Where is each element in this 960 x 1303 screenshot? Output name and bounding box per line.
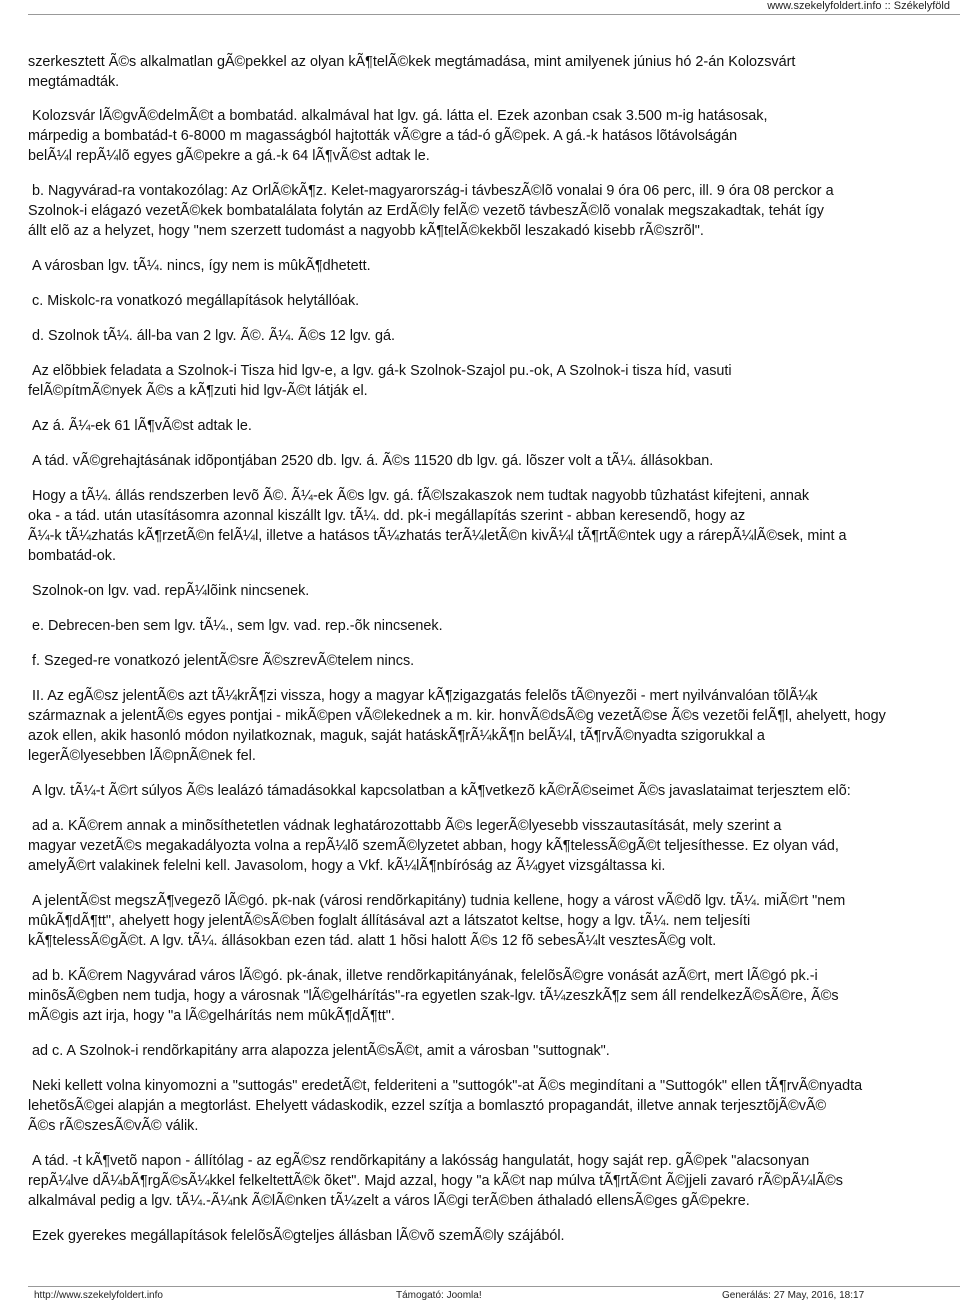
site-title[interactable]: www.szekelyfoldert.info :: Székelyföld	[767, 0, 950, 12]
paragraph: ad a. KÃ©rem annak a minõsíthetetlen vádnak leghatározottabb Ã©s legerÃ©lyesebb visszautasítását, mely szerint a magyar vezetÃ©s megakadályozta volna a repÃ¼lõ szemÃ©lyzetet abban, hogy kÃ¶telessÃ©gÃ©t teljesíthesse. Ez olyan vád, amelyÃ©rt valakinek felelni kell. Javasolom, hogy a Vkf. kÃ¼lÃ¶nbíróság az Ã¼gyet vizsgáltassa ki.	[28, 818, 839, 874]
paragraph: A jelentÃ©st megszÃ¶vegezõ lÃ©gó. pk-nak (városi rendõrkapitány) tudnia kellene, hogy a várost vÃ©dõ lgv. tÃ¼. miÃ©rt "nem mûkÃ¶dÃ¶tt", ahelyett hogy jelentÃ©sÃ©ben foglalt állításával azt a látszatot keltse, hogy a lgv. tÃ¼. nem teljesíti kÃ¶telessÃ©gÃ©t. A lgv. tÃ¼. állásokban ezen tád. alatt 1 hõsi halott Ã©s 12 fõ sebesÃ¼lt vesztesÃ©g volt.	[28, 893, 846, 949]
footer-support-text: Támogató: Joomla!	[396, 1290, 482, 1301]
paragraph: Hogy a tÃ¼. állás rendszerben levõ Ã©. Ã¼-ek Ã©s lgv. gá. fÃ©lszakaszok nem tudtak nagyobb tûzhatást kifejteni, annak oka - a tád. után utasításomra azonnal kiszállt lgv. tÃ¼. dd. pk-i megállapítás szerint - abban keresendõ, hogy az Ã¼-k tÃ¼zhatás kÃ¶rzetÃ©n felÃ¼l, illetve a hatásos tÃ¼zhatás terÃ¼letÃ©n kivÃ¼l tÃ¶rtÃ©ntek ugy a rárepÃ¼lÃ©sek, mint a bombatád-ok.	[28, 488, 847, 564]
footer-generated-text: Generálás: 27 May, 2016, 18:17	[722, 1290, 865, 1301]
paragraph: Az á. Ã¼-ek 61 lÃ¶vÃ©st adtak le.	[28, 418, 252, 434]
paragraph: Neki kellett volna kinyomozni a "suttogás" eredetÃ©t, felderiteni a "suttogók"-at Ã©s megindítani a "Suttogók" ellen tÃ¶rvÃ©nyadta lehetõsÃ©gei alapján a megtorlást. Ehelyett vádaskodik, ezzel szítja a bomlasztó propagandát, illetve annak terjesztõjÃ©vÃ© Ã©s rÃ©szesÃ©vÃ© válik.	[28, 1078, 863, 1134]
paragraph: Kolozsvár lÃ©gvÃ©delmÃ©t a bombatád. alkalmával hat lgv. gá. látta el. Ezek azonban csak 3.500 m-ig hatásosak, márpedig a bombatád-t 6-8000 m magasságból hajtották vÃ©gre a tád-ó gÃ©pek. A gá.-k hatásos lõtávolságán belÃ¼l repÃ¼lõ egyes gÃ©pekre a gá.-k 64 lÃ¶vÃ©st adtak le.	[28, 108, 768, 164]
paragraph: e. Debrecen-ben sem lgv. tÃ¼., sem lgv. vad. rep.-õk nincsenek.	[28, 618, 443, 634]
paragraph: ad b. KÃ©rem Nagyvárad város lÃ©gó. pk-ának, illetve rendõrkapitányának, felelõsÃ©gre vonását azÃ©rt, mert lÃ©gó pk.-i minõsÃ©gben nem tudja, hogy a városnak "lÃ©gelhárítás"-ra egyetlen szak-lgv. tÃ¼zeszkÃ¶z sem áll rendelkezÃ©sÃ©re, Ã©s mÃ©gis azt irja, hogy "a lÃ©gelhárítás nem mûkÃ¶dÃ¶tt".	[28, 968, 839, 1024]
paragraph: b. Nagyvárad-ra vontakozólag: Az OrlÃ©kÃ¶z. Kelet-magyarország-i távbeszÃ©lõ vonalai 9 óra 06 perc, ill. 9 óra 08 perckor a Szolnok-i elágazó vezetÃ©kek bombatalálata folytán az ErdÃ©ly felÃ© vezetõ távbeszÃ©lõ vonalak megszakadtak, tehát így állt elõ az a helyzet, hogy "nem szerzett tudomást a nagyobb kÃ¶telÃ©kekbõl leszakadó kisebb rÃ©szrõl".	[28, 183, 834, 239]
paragraph: Ezek gyerekes megállapítások felelõsÃ©gteljes állásban lÃ©võ szemÃ©ly szájából.	[28, 1228, 565, 1244]
paragraph: c. Miskolc-ra vonatkozó megállapítások helytállóak.	[28, 293, 360, 309]
paragraph: A lgv. tÃ¼-t Ã©rt súlyos Ã©s lealázó támadásokkal kapcsolatban a kÃ¶vetkezõ kÃ©rÃ©seimet Ã©s javaslataimat terjesztem elõ:	[28, 783, 851, 799]
paragraph: f. Szeged-re vonatkozó jelentÃ©sre Ã©szrevÃ©telem nincs.	[28, 653, 415, 669]
page-header	[0, 0, 960, 14]
paragraph: szerkesztett Ã©s alkalmatlan gÃ©pekkel az olyan kÃ¶telÃ©kek megtámadása, mint amilyenek június hó 2-án Kolozsvárt megtámadták.	[28, 54, 796, 90]
paragraph: A városban lgv. tÃ¼. nincs, így nem is mûkÃ¶dhetett.	[28, 258, 371, 274]
paragraph: A tád. -t kÃ¶vetõ napon - állítólag - az egÃ©sz rendõrkapitány a lakósság hangulatát, hogy saját rep. gÃ©pek "alacsonyan repÃ¼lve dÃ¼bÃ¶rgÃ©sÃ¼kkel felkeltettÃ©k õket". Majd azzal, hogy "a kÃ©t nap múlva tÃ¶rtÃ©nt Ã©jjeli zavaró rÃ©pÃ¼lÃ©s alkalmával pedig a lgv. tÃ¼.-Ã¼nk Ã©lÃ©nken tÃ¼zelt a város lÃ©gi terÃ©ben áthaladó ellensÃ©ges gÃ©pekre.	[28, 1153, 843, 1209]
paragraph: A tád. vÃ©grehajtásának idõpontjában 2520 db. lgv. á. Ã©s 11520 db lgv. gá. lõszer volt a tÃ¼. állásokban.	[28, 453, 714, 469]
paragraph: d. Szolnok tÃ¼. áll-ba van 2 lgv. Ã©. Ã¼. Ã©s 12 lgv. gá.	[28, 328, 396, 344]
paragraph: Szolnok-on lgv. vad. repÃ¼lõink nincsenek.	[28, 583, 310, 599]
paragraph: ad c. A Szolnok-i rendõrkapitány arra alapozza jelentÃ©sÃ©t, amit a városban "suttognak".	[28, 1043, 610, 1059]
footer-url-link[interactable]: http://www.szekelyfoldert.info	[34, 1290, 163, 1301]
header-divider	[28, 14, 960, 15]
page-footer	[28, 1286, 960, 1303]
paragraph: Az elõbbiek feladata a Szolnok-i Tisza hid lgv-e, a lgv. gá-k Szolnok-Szajol pu.-ok, A Szolnok-i tisza híd, vasuti felÃ©pítmÃ©nyek Ã©s a kÃ¶zuti hid lgv-Ã©t látják el.	[28, 363, 732, 399]
document-body	[28, 52, 960, 1261]
paragraph: II. Az egÃ©sz jelentÃ©s azt tÃ¼krÃ¶zi vissza, hogy a magyar kÃ¶zigazgatás felelõs tÃ©nyezõi - mert nyilvánvalóan tõlÃ¼k származnak a jelentÃ©s egyes pontjai - mikÃ©pen vÃ©lekednek a m. kir. honvÃ©dsÃ©g vezetÃ©se Ã©s vezetõi felÃ¶l, ahelyett, hogy azok ellen, akik hasonló módon nyilatkoznak, maguk, saját hatáskÃ¶rÃ¼kÃ¶n belÃ¼l, tÃ¶rvÃ©nyadta szigorukkal a legerÃ©lyesebben lÃ©pnÃ©nek fel.	[28, 688, 886, 764]
